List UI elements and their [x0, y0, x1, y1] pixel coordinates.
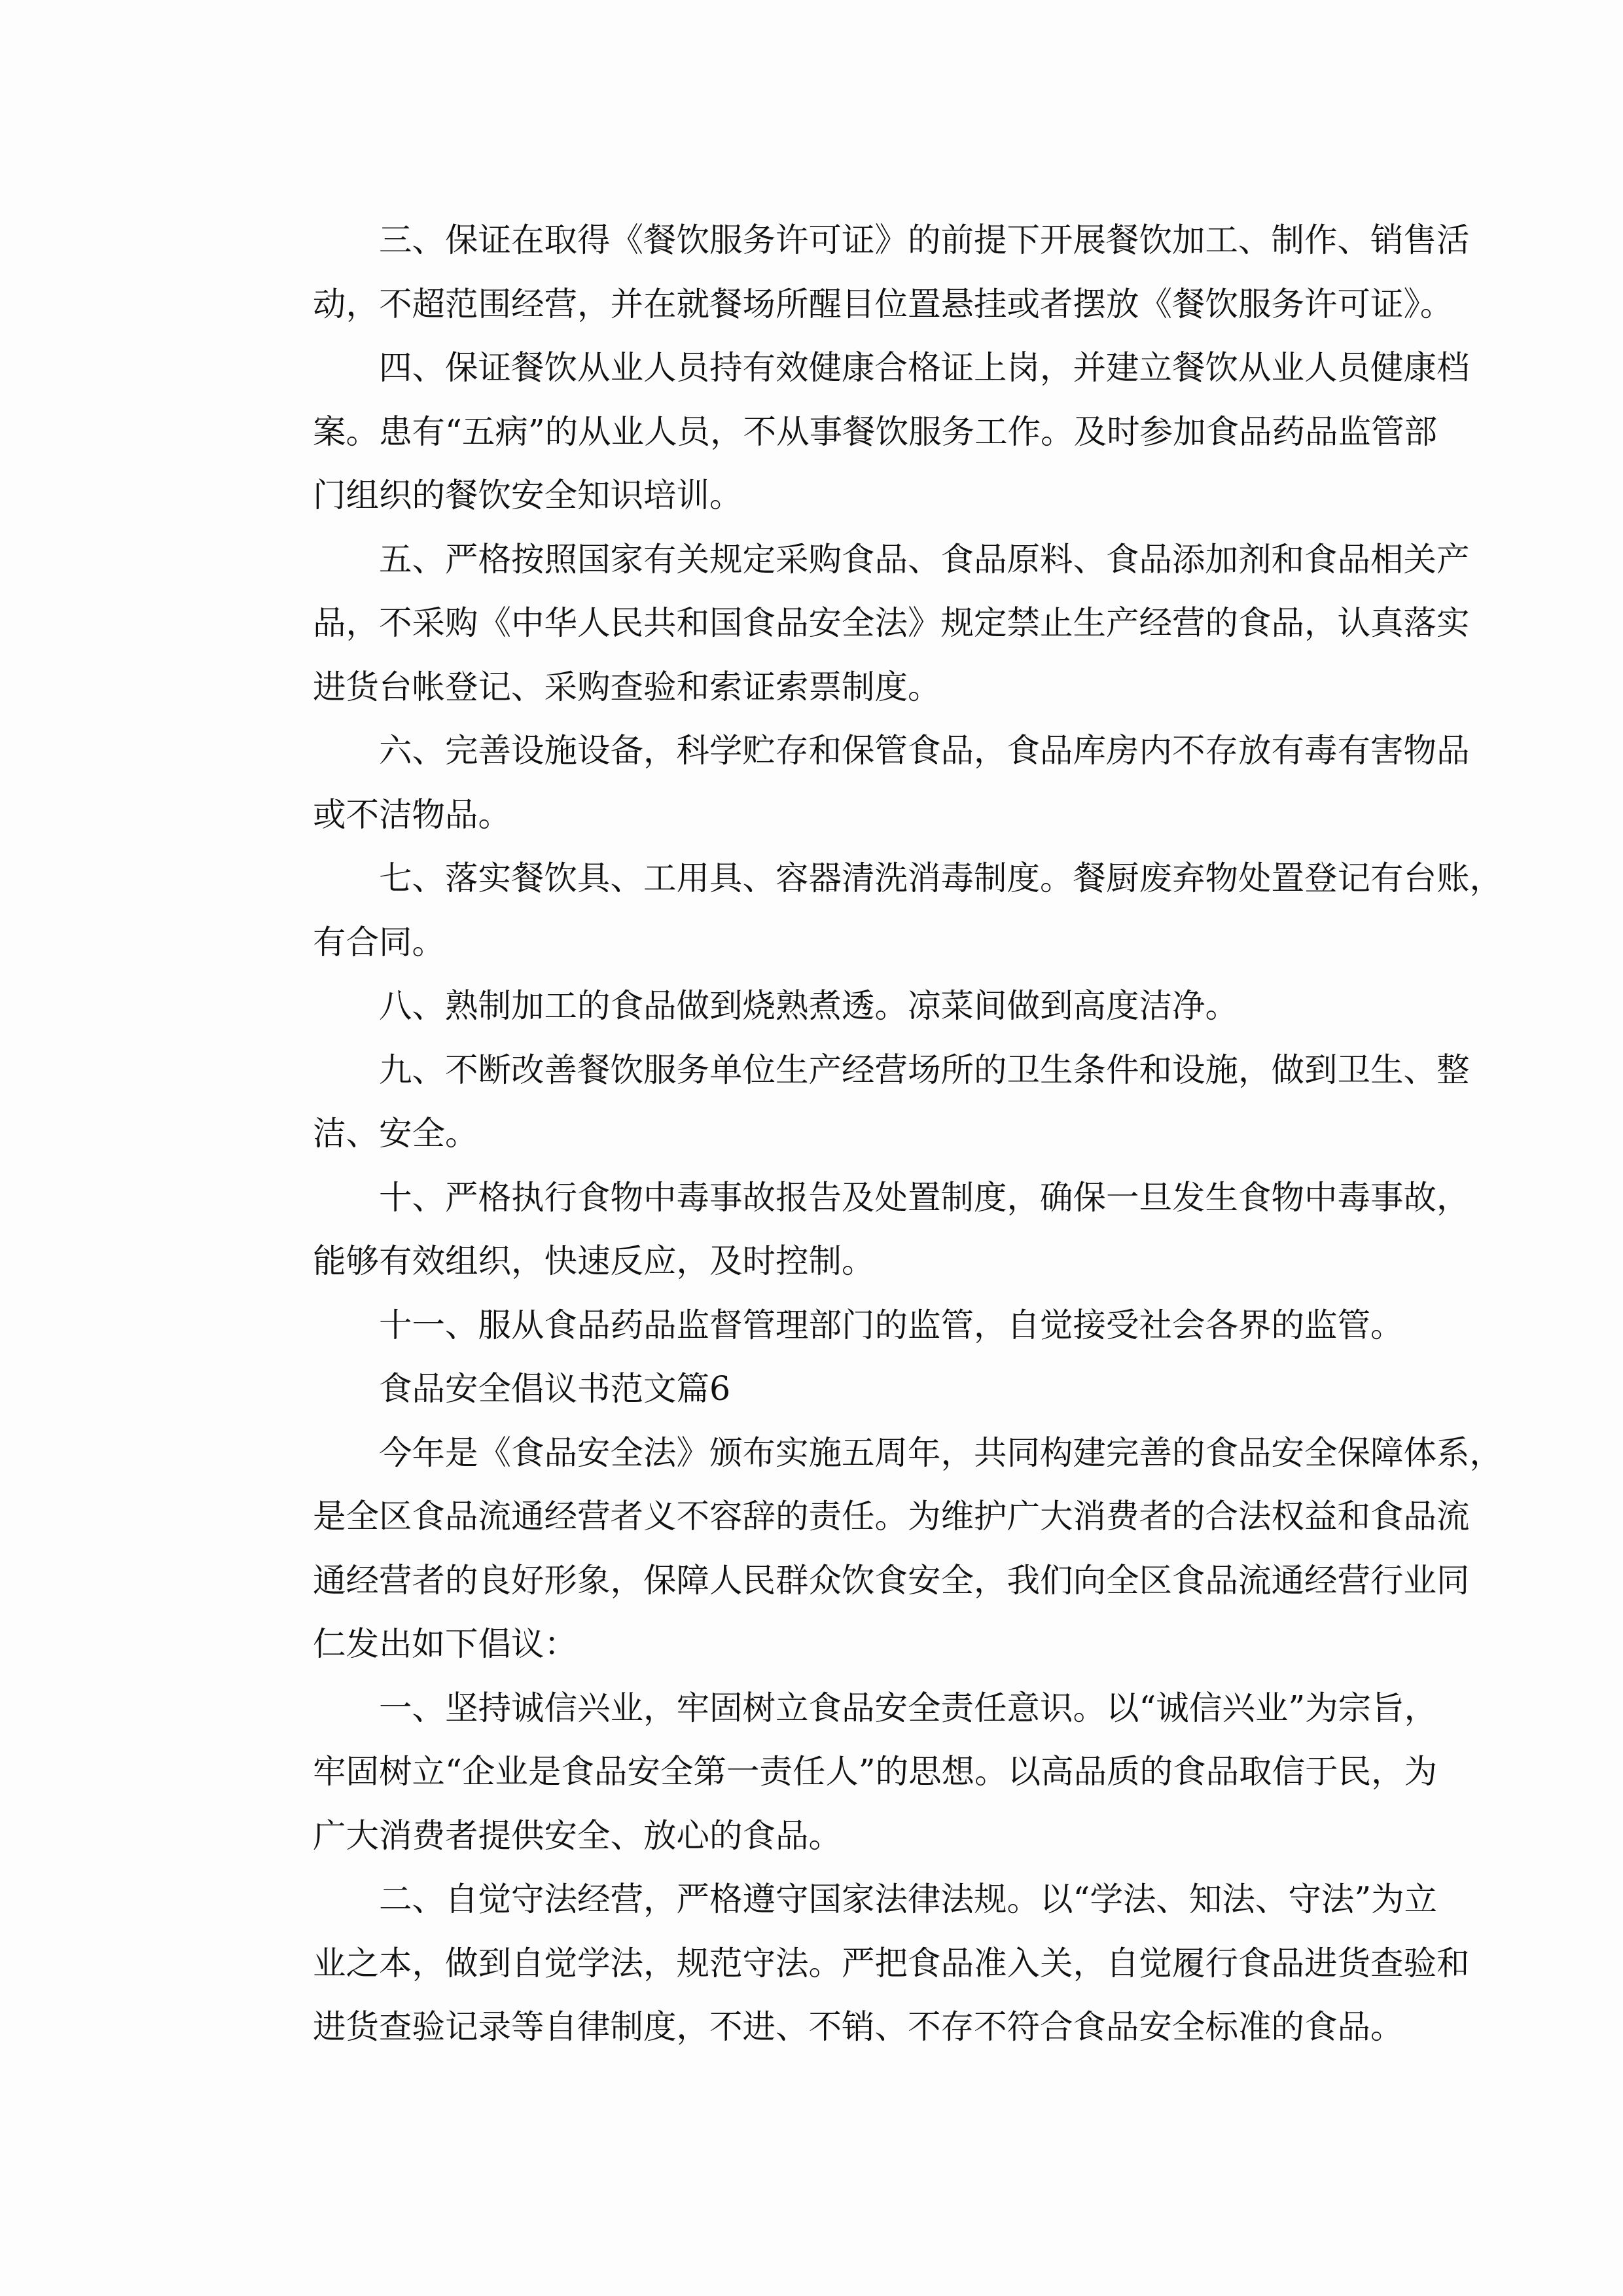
paragraph-item-11 [247, 1293, 1404, 1357]
text-line: 动，不超范围经营，并在就餐场所醒目位置悬挂或者摆放《餐饮服务许可证》。 [313, 284, 1454, 323]
text-line: 九、不断改善餐饮服务单位生产经营场所的卫生条件和设施，做到卫生、整 [379, 1050, 1470, 1089]
text-line: 有合同。 [313, 922, 445, 961]
text-line: 通经营者的良好形象，保障人民群众饮食安全，我们向全区食品流通经营行业同 [313, 1560, 1470, 1600]
text-line: 广大消费者提供安全、放心的食品。 [313, 1816, 842, 1855]
text-line: 十一、服从食品药品监督管理部门的监管，自觉接受社会各界的监管。 [379, 1305, 1404, 1344]
text-line: 是全区食品流通经营者义不容辞的责任。为维护广大消费者的合法权益和食品流 [313, 1497, 1470, 1535]
paragraph-item-4 [247, 336, 1470, 528]
text-line: 八、熟制加工的食品做到烧熟煮透。凉菜间做到高度洁净。 [379, 986, 1238, 1025]
text-line: 三、保证在取得《餐饮服务许可证》的前提下开展餐饮加工、制作、销售活 [379, 221, 1470, 259]
text-line: 六、完善设施设备，科学贮存和保管食品，食品库房内不存放有毒有害物品 [379, 731, 1470, 770]
text-line: 四、保证餐饮从业人员持有效健康合格证上岗，并建立餐饮从业人员健康档 [379, 348, 1470, 387]
proposal-item-2 [247, 1867, 1470, 2059]
paragraph-item-9 [247, 1038, 1470, 1166]
text-line: 门组织的餐饮安全知识培训。 [313, 476, 743, 514]
document-page [247, 208, 1503, 2059]
paragraph-item-10 [247, 1166, 1470, 1293]
text-line: 十、严格执行食物中毒事故报告及处置制度，确保一旦发生食物中毒事故， [379, 1177, 1470, 1217]
text-line: 今年是《食品安全法》颁布实施五周年，共同构建完善的食品安全保障体系， [379, 1433, 1503, 1472]
proposal-item-1 [247, 1676, 1438, 1868]
text-line: 能够有效组织，快速反应，及时控制。 [313, 1242, 875, 1280]
paragraph-item-7 [247, 846, 1503, 974]
text-line: 进货查验记录等自律制度，不进、不销、不存不符合食品安全标准的食品。 [313, 2007, 1404, 2046]
text-line: 仁发出如下倡议： [313, 1624, 577, 1663]
intro-paragraph [247, 1421, 1503, 1676]
text-line: 七、落实餐饮具、工用具、容器清洗消毒制度。餐厨废弃物处置登记有台账， [379, 859, 1503, 897]
paragraph-item-3 [247, 208, 1470, 336]
text-line: 或不洁物品。 [313, 795, 511, 834]
paragraph-item-8 [247, 974, 1399, 1038]
text-line: 案。患有“五病”的从业人员，不从事餐饮服务工作。及时参加食品药品监管部 [313, 412, 1438, 451]
paragraph-item-5 [247, 528, 1470, 719]
text-line: 进货台帐登记、采购查验和索证索票制度。 [313, 667, 941, 706]
text-line: 五、严格按照国家有关规定采购食品、食品原料、食品添加剂和食品相关产 [379, 539, 1470, 579]
section-title: 食品安全倡议书范文篇6 [379, 1369, 731, 1408]
paragraph-item-6 [247, 719, 1470, 846]
text-line: 洁、安全。 [313, 1114, 478, 1153]
text-line: 牢固树立“企业是食品安全第一责任人”的思想。以高品质的食品取信于民，为 [313, 1752, 1438, 1791]
text-line: 业之本，做到自觉学法，规范守法。严把食品准入关，自觉履行食品进货查验和 [313, 1943, 1470, 1982]
section-heading [247, 1357, 1399, 1421]
text-line: 一、坚持诚信兴业，牢固树立食品安全责任意识。以“诚信兴业”为宗旨， [379, 1688, 1438, 1727]
text-line: 品，不采购《中华人民共和国食品安全法》规定禁止生产经营的食品，认真落实 [313, 603, 1470, 642]
text-line: 二、自觉守法经营，严格遵守国家法律法规。以“学法、知法、守法”为立 [379, 1880, 1438, 1918]
